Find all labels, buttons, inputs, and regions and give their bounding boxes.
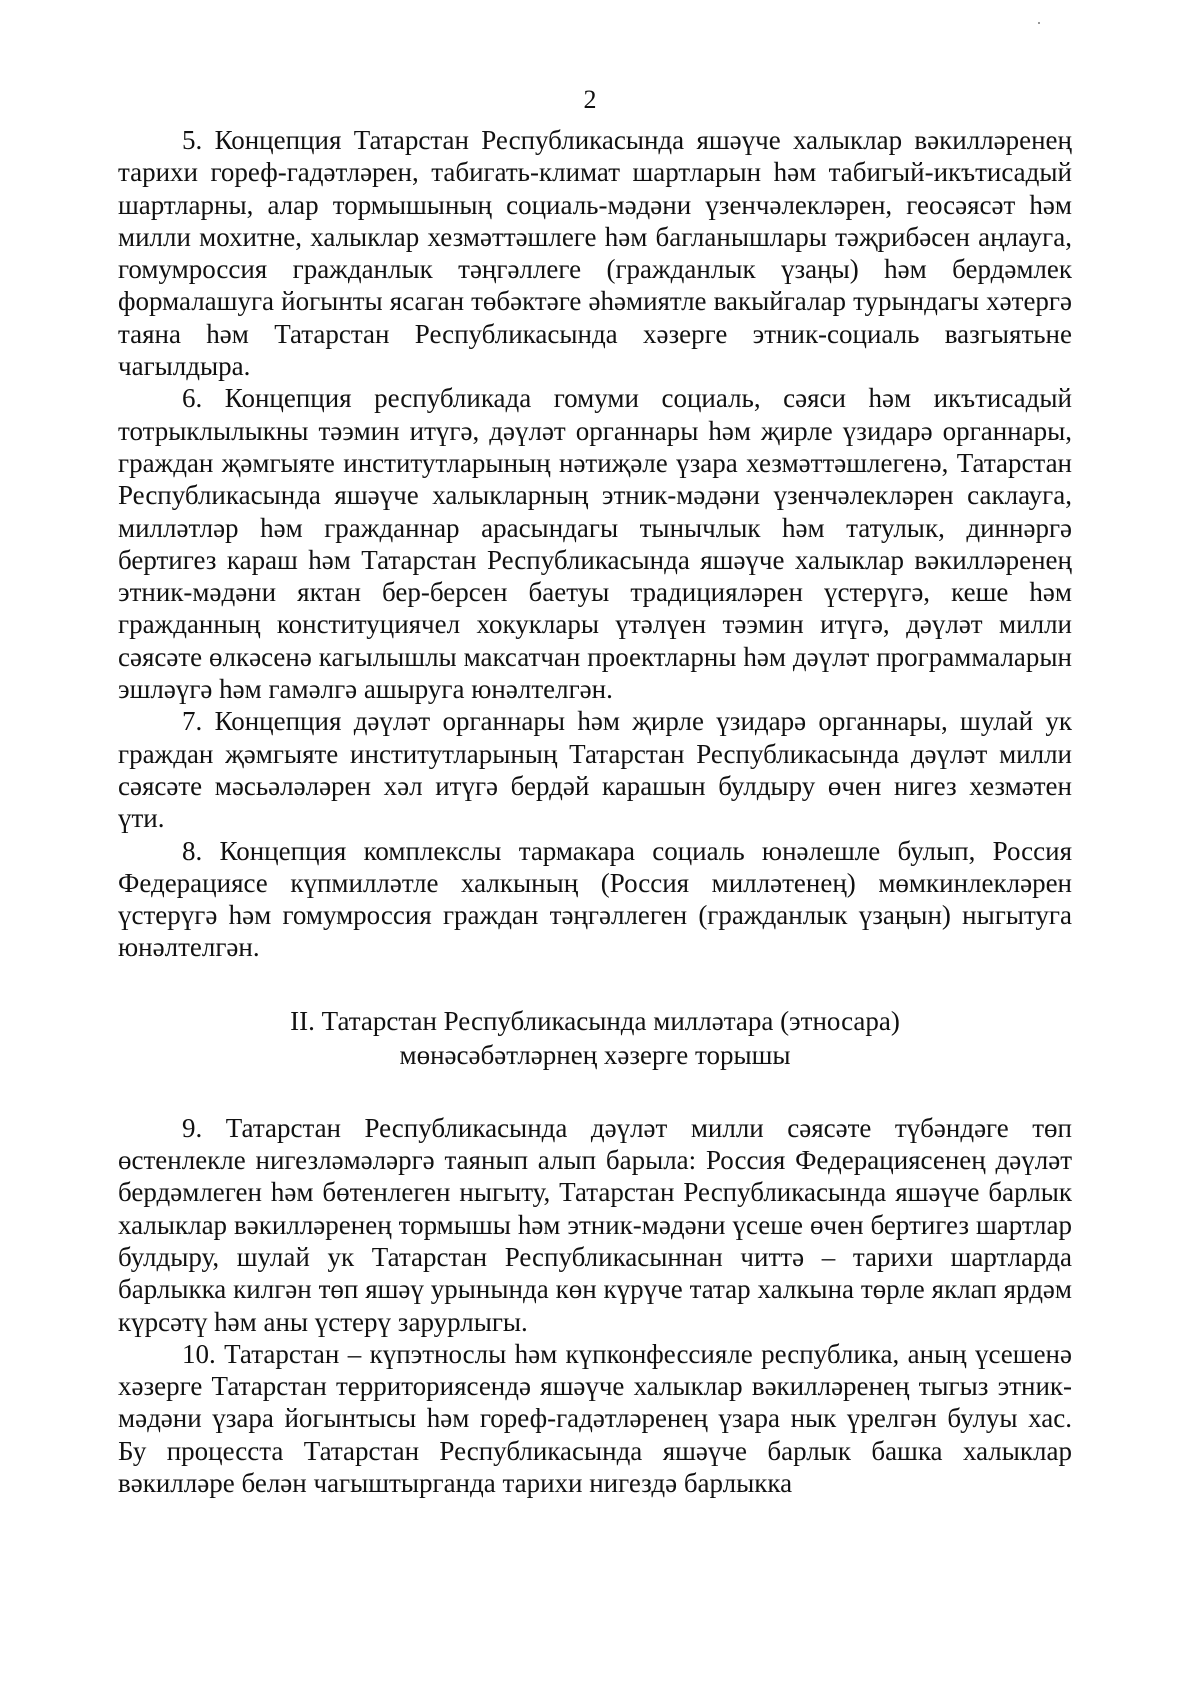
- page-number: 2: [583, 85, 597, 114]
- paragraph-9: 9. Татарстан Республикасында дәүләт милли сәясәте түбәндәге төп өстенлекле нигезләмәләргә таянып алып барыла: Россия Федерациясенең дәүләт бердәмлеген һәм бөтенлеген ныгыту, Татарстан Республикасында яшәүче барлык халыклар вәкилләренең тормышы һәм этник-мәдәни үсеше өчен бертигез шартлар булдыру, шулай ук Татарстан Республикасыннан читтә – тарихи шартларда барлыкка килгән төп яшәү урынында көн күрүче татар халкына төрле яклап ярдәм күрсәтү һәм аны үстерү зарурлыгы.: [118, 1112, 1072, 1337]
- paragraph-5: 5. Концепция Татарстан Республикасында яшәүче халыклар вәкилләренең тарихи гореф-гадәтләрен, табигать-климат шартларын һәм табигый-икътисадый шартларны, алар тормышының социаль-мәдәни үзенчәлекләрен, геосәясәт һәм милли мохитне, халыклар хезмәттәшлеге һәм багланышлары тәҗрибәсен аңлауга, гомумроссия гражданлык тәңгәллеге (гражданлык үзаңы) һәм бердәмлек формалашуга йогынты ясаган төбәктәге әһәмиятле вакыйгалар турындагы хәтергә таяна һәм Татарстан Республикасында хәзерге этник-социаль вазгыятьне чагылдыра.: [118, 125, 1072, 382]
- paragraph-6: 6. Концепция республикада гомуми социаль, сәяси һәм икътисадый тотрыклылыкны тәэмин итүгә, дәүләт органнары һәм җирле үзидарә органнары, граждан җәмгыяте институтларының нәтиҗәле үзара хезмәттәшлегенә, Татарстан Республикасында яшәүче халыкларның этник-мәдәни үзенчәлекләрен саклауга, милләтләр һәм гражданнар арасындагы тынычлык һәм татулык, диннәргә бертигез караш һәм Татарстан Республикасында яшәүче халыклар вәкилләренең этник-мәдәни яктан бер-берсен баетуы традицияләрен үстерүгә, кеше һәм гражданның конституциячел хокуклары үтәлүен тәэмин итүгә, дәүләт милли сәясәте өлкәсенә кагылышлы максатчан проектларны һәм дәүләт программаларын эшләүгә һәм гамәлгә ашыруга юнәлтелгән.: [118, 383, 1072, 705]
- section-heading: [118, 1004, 1072, 1072]
- paragraph-7: 7. Концепция дәүләт органнары һәм җирле үзидарә органнары, шулай ук граждан җәмгыяте институтларының Татарстан Республикасында дәүләт милли сәясәте мәсьәләләрен хәл итүгә бердәй карашын булдыру өчен нигез хезмәтен үти.: [118, 706, 1072, 834]
- section-heading-line-1: II. Татарстан Республикасында милләтара (этносара): [290, 1005, 900, 1036]
- paragraph-8: 8. Концепция комплекслы тармакара социаль юнәлешле булып, Россия Федерациясе күпмилләтле халкының (Россия милләтенең) мөмкинлекләрен үстерүгә һәм гомумроссия граждан тәңгәллеген (гражданлык үзаңын) ныгытуга юнәлтелгән.: [118, 835, 1072, 963]
- section-heading-line-2: мөнәсәбәтләрнең хәзерге торышы: [399, 1039, 791, 1070]
- scan-speck: [1038, 22, 1040, 24]
- paragraph-10: 10. Татарстан – күпэтнослы һәм күпконфессияле республика, аның үсешенә хәзерге Татарстан территориясендә яшәүче халыклар вәкилләренең тыгыз этник-мәдәни үзара йогынтысы һәм гореф-гадәтләренең үзара нык үрелгән булуы хас. Бу процесста Татарстан Республикасында яшәүче барлык башка халыклар вәкилләре белән чагыштырганда тарихи нигездә барлыкка: [118, 1338, 1072, 1498]
- document-body: [118, 124, 1072, 1499]
